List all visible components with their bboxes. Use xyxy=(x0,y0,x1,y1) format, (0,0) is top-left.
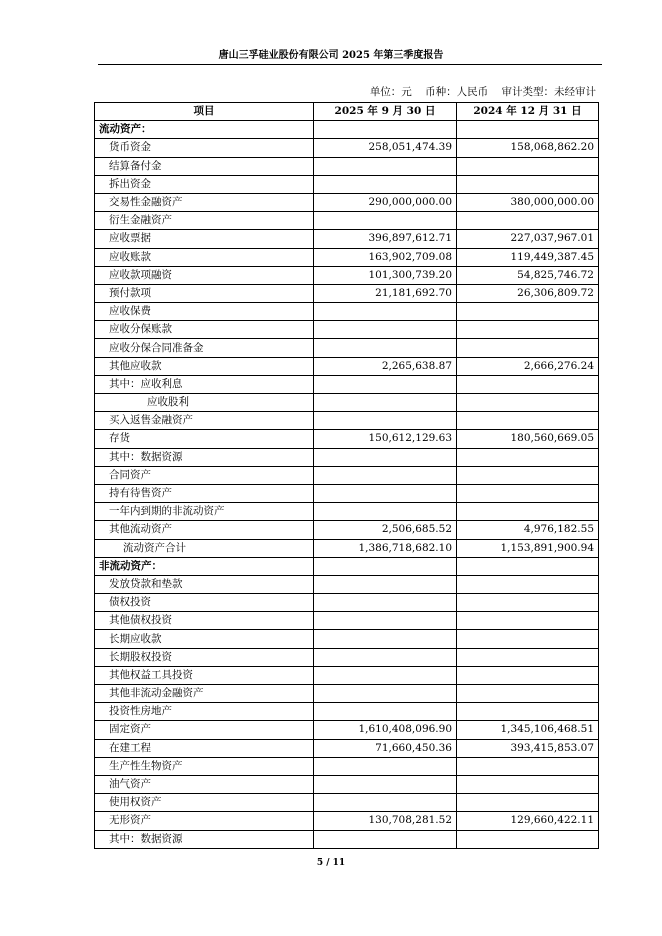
row-label: 预付款项 xyxy=(95,284,314,302)
table-row xyxy=(95,648,599,666)
value-current-period xyxy=(314,612,457,630)
value-current-period: 1,386,718,682.10 xyxy=(314,539,457,557)
value-current-period xyxy=(314,394,457,412)
column-header-current: 2025 年 9 月 30 日 xyxy=(314,103,457,121)
value-prior-period xyxy=(457,794,599,812)
unit-info xyxy=(360,84,596,99)
value-current-period xyxy=(314,757,457,775)
table-row xyxy=(95,685,599,703)
value-current-period xyxy=(314,830,457,848)
table-row xyxy=(95,630,599,648)
table-header-row xyxy=(95,103,599,121)
balance-sheet-table xyxy=(94,102,599,849)
row-label: 其他权益工具投资 xyxy=(95,666,314,684)
value-prior-period xyxy=(457,121,599,139)
value-prior-period xyxy=(457,394,599,412)
value-prior-period xyxy=(457,212,599,230)
value-prior-period xyxy=(457,666,599,684)
table-row xyxy=(95,212,599,230)
row-label: 其他非流动金融资产 xyxy=(95,685,314,703)
table-row xyxy=(95,739,599,757)
row-label: 交易性金融资产 xyxy=(95,193,314,211)
table-row xyxy=(95,775,599,793)
row-label: 买入返售金融资产 xyxy=(95,412,314,430)
row-label: 其中：应收利息 xyxy=(95,375,314,393)
table-row xyxy=(95,321,599,339)
value-prior-period xyxy=(457,757,599,775)
row-label: 衍生金融资产 xyxy=(95,212,314,230)
audit-type-label: 审计类型：未经审计 xyxy=(501,86,596,98)
value-prior-period: 4,976,182.55 xyxy=(457,521,599,539)
value-current-period xyxy=(314,503,457,521)
value-current-period xyxy=(314,594,457,612)
table-row xyxy=(95,484,599,502)
table-row xyxy=(95,612,599,630)
value-prior-period: 1,345,106,468.51 xyxy=(457,721,599,739)
report-header-title: 唐山三孚硅业股份有限公司 2025 年第三季度报告 xyxy=(218,50,444,61)
value-current-period xyxy=(314,557,457,575)
value-prior-period xyxy=(457,375,599,393)
value-current-period xyxy=(314,466,457,484)
table-row xyxy=(95,757,599,775)
value-prior-period xyxy=(457,703,599,721)
value-current-period xyxy=(314,157,457,175)
table-row xyxy=(95,594,599,612)
row-label: 长期股权投资 xyxy=(95,648,314,666)
row-label: 无形资产 xyxy=(95,812,314,830)
table-row xyxy=(95,430,599,448)
value-current-period: 258,051,474.39 xyxy=(314,139,457,157)
value-prior-period xyxy=(457,612,599,630)
row-label: 发放贷款和垫款 xyxy=(95,575,314,593)
value-prior-period xyxy=(457,448,599,466)
table-row xyxy=(95,830,599,848)
value-prior-period: 1,153,891,900.94 xyxy=(457,539,599,557)
table-row xyxy=(95,339,599,357)
row-label: 拆出资金 xyxy=(95,175,314,193)
value-current-period xyxy=(314,484,457,502)
value-prior-period xyxy=(457,303,599,321)
value-prior-period: 129,660,422.11 xyxy=(457,812,599,830)
value-prior-period: 393,415,853.07 xyxy=(457,739,599,757)
row-label: 应收保费 xyxy=(95,303,314,321)
table-row xyxy=(95,375,599,393)
value-current-period: 130,708,281.52 xyxy=(314,812,457,830)
value-prior-period: 380,000,000.00 xyxy=(457,193,599,211)
row-label: 应收账款 xyxy=(95,248,314,266)
value-current-period: 2,265,638.87 xyxy=(314,357,457,375)
row-label: 油气资产 xyxy=(95,775,314,793)
table-row xyxy=(95,666,599,684)
value-current-period xyxy=(314,703,457,721)
value-current-period xyxy=(314,794,457,812)
table-row xyxy=(95,448,599,466)
table-row xyxy=(95,193,599,211)
table-row xyxy=(95,284,599,302)
value-current-period xyxy=(314,685,457,703)
table-row xyxy=(95,466,599,484)
value-prior-period xyxy=(457,484,599,502)
table-row xyxy=(95,812,599,830)
table-body xyxy=(95,121,599,849)
row-label: 一年内到期的非流动资产 xyxy=(95,503,314,521)
value-current-period xyxy=(314,575,457,593)
value-current-period xyxy=(314,375,457,393)
table-row xyxy=(95,248,599,266)
value-current-period xyxy=(314,775,457,793)
row-label: 使用权资产 xyxy=(95,794,314,812)
table-row xyxy=(95,503,599,521)
value-prior-period xyxy=(457,775,599,793)
value-current-period xyxy=(314,630,457,648)
value-prior-period xyxy=(457,648,599,666)
row-label: 应收款项融资 xyxy=(95,266,314,284)
table-row xyxy=(95,175,599,193)
row-label: 长期应收款 xyxy=(95,630,314,648)
table-row xyxy=(95,266,599,284)
row-label: 结算备付金 xyxy=(95,157,314,175)
value-prior-period xyxy=(457,175,599,193)
row-label: 投资性房地产 xyxy=(95,703,314,721)
table-row xyxy=(95,412,599,430)
value-prior-period xyxy=(457,466,599,484)
value-prior-period: 26,306,809.72 xyxy=(457,284,599,302)
value-prior-period xyxy=(457,157,599,175)
value-current-period xyxy=(314,303,457,321)
table-row xyxy=(95,539,599,557)
value-prior-period xyxy=(457,830,599,848)
value-current-period: 71,660,450.36 xyxy=(314,739,457,757)
row-label: 其中：数据资源 xyxy=(95,448,314,466)
value-prior-period: 227,037,967.01 xyxy=(457,230,599,248)
value-current-period xyxy=(314,448,457,466)
row-label: 应收票据 xyxy=(95,230,314,248)
value-current-period: 396,897,612.71 xyxy=(314,230,457,248)
value-prior-period xyxy=(457,557,599,575)
value-prior-period: 54,825,746.72 xyxy=(457,266,599,284)
value-current-period xyxy=(314,121,457,139)
row-label: 应收分保合同准备金 xyxy=(95,339,314,357)
table-row xyxy=(95,703,599,721)
value-current-period: 163,902,709.08 xyxy=(314,248,457,266)
row-label: 固定资产 xyxy=(95,721,314,739)
value-prior-period: 2,666,276.24 xyxy=(457,357,599,375)
value-current-period xyxy=(314,175,457,193)
table-row xyxy=(95,230,599,248)
row-label: 生产性生物资产 xyxy=(95,757,314,775)
table-row xyxy=(95,157,599,175)
value-current-period xyxy=(314,339,457,357)
table-row xyxy=(95,394,599,412)
row-label: 其中：数据资源 xyxy=(95,830,314,848)
table-row xyxy=(95,721,599,739)
table-row xyxy=(95,794,599,812)
value-prior-period xyxy=(457,575,599,593)
value-prior-period: 119,449,387.45 xyxy=(457,248,599,266)
row-label: 应收股利 xyxy=(95,394,314,412)
table-row xyxy=(95,303,599,321)
value-prior-period xyxy=(457,594,599,612)
value-prior-period xyxy=(457,503,599,521)
currency-label: 币种：人民币 xyxy=(425,86,489,98)
table-row xyxy=(95,575,599,593)
row-label: 债权投资 xyxy=(95,594,314,612)
row-label: 持有待售资产 xyxy=(95,484,314,502)
row-label: 流动资产合计 xyxy=(95,539,314,557)
value-current-period: 2,506,685.52 xyxy=(314,521,457,539)
page-number: 5 / 11 xyxy=(316,858,346,868)
value-current-period xyxy=(314,666,457,684)
header-divider xyxy=(98,64,602,65)
value-current-period: 101,300,739.20 xyxy=(314,266,457,284)
row-label: 非流动资产： xyxy=(95,557,314,575)
value-prior-period: 180,560,669.05 xyxy=(457,430,599,448)
column-header-item: 项目 xyxy=(95,103,314,121)
value-current-period xyxy=(314,648,457,666)
table-row xyxy=(95,139,599,157)
value-prior-period: 158,068,862.20 xyxy=(457,139,599,157)
value-prior-period xyxy=(457,321,599,339)
value-prior-period xyxy=(457,685,599,703)
value-current-period xyxy=(314,321,457,339)
value-current-period: 21,181,692.70 xyxy=(314,284,457,302)
row-label: 货币资金 xyxy=(95,139,314,157)
value-current-period xyxy=(314,412,457,430)
row-label: 其他流动资产 xyxy=(95,521,314,539)
value-prior-period xyxy=(457,412,599,430)
value-current-period: 150,612,129.63 xyxy=(314,430,457,448)
row-label: 存货 xyxy=(95,430,314,448)
row-label: 应收分保账款 xyxy=(95,321,314,339)
value-current-period: 1,610,408,096.90 xyxy=(314,721,457,739)
table-row xyxy=(95,357,599,375)
table-section-row xyxy=(95,557,599,575)
row-label: 流动资产： xyxy=(95,121,314,139)
table-row xyxy=(95,521,599,539)
value-prior-period xyxy=(457,339,599,357)
value-current-period: 290,000,000.00 xyxy=(314,193,457,211)
row-label: 其他应收款 xyxy=(95,357,314,375)
unit-label: 单位：元 xyxy=(369,86,412,98)
value-prior-period xyxy=(457,630,599,648)
value-current-period xyxy=(314,212,457,230)
table-section-row xyxy=(95,121,599,139)
column-header-prior: 2024 年 12 月 31 日 xyxy=(457,103,599,121)
row-label: 合同资产 xyxy=(95,466,314,484)
row-label: 其他债权投资 xyxy=(95,612,314,630)
row-label: 在建工程 xyxy=(95,739,314,757)
